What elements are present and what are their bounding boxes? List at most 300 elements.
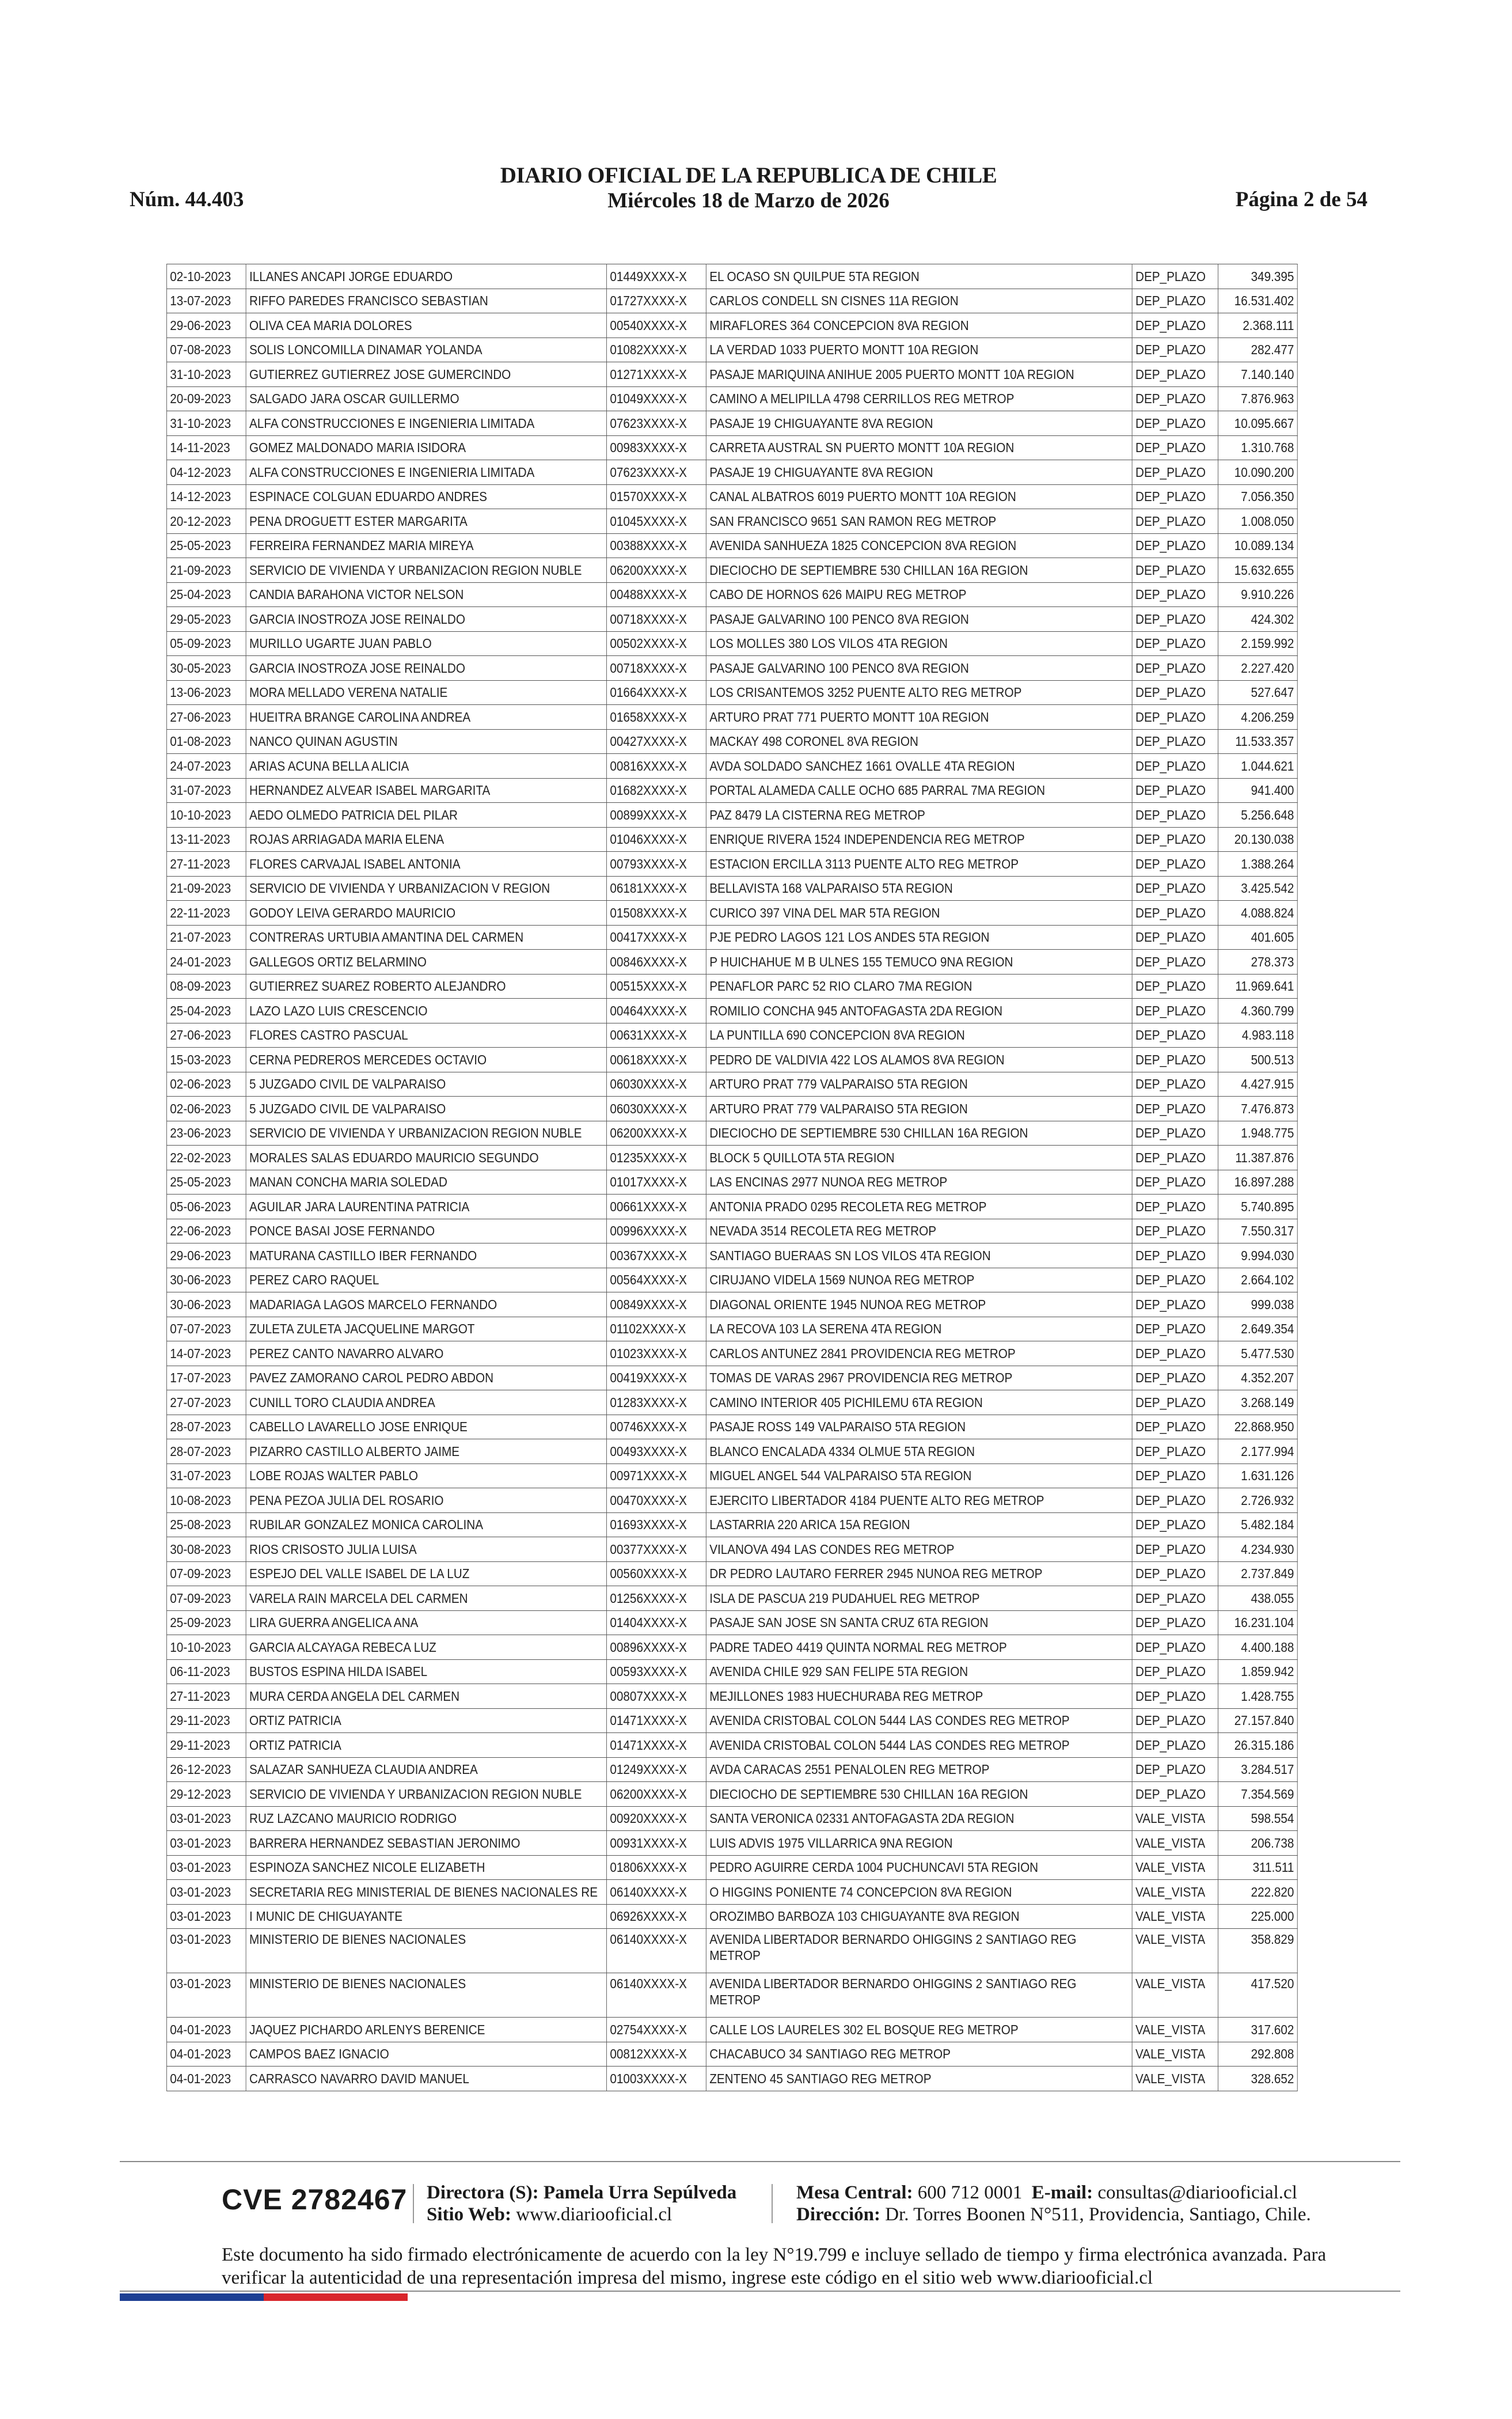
table-row <box>166 852 1297 877</box>
cell-rut: 00807XXXX-X <box>607 1684 706 1709</box>
phone-value: 600 712 0001 <box>917 2182 1023 2203</box>
cell-rut: 00427XXXX-X <box>607 729 706 754</box>
cell-amount: 2.737.849 <box>1218 1561 1298 1586</box>
cell-rut: 01283XXXX-X <box>607 1390 706 1415</box>
cell-rut: 01658XXXX-X <box>607 705 706 730</box>
cell-rut: 00618XXXX-X <box>607 1048 706 1072</box>
cell-type: DEP_PLAZO <box>1132 852 1218 877</box>
cell-name: GARCIA ALCAYAGA REBECA LUZ <box>246 1635 606 1660</box>
cell-rut: 07623XXXX-X <box>607 411 706 436</box>
table-row <box>166 460 1297 485</box>
cell-amount: 3.425.542 <box>1218 876 1298 901</box>
cell-amount: 1.008.050 <box>1218 509 1298 534</box>
table-row <box>166 1146 1297 1170</box>
cell-date: 08-09-2023 <box>166 974 246 999</box>
table-row <box>166 313 1297 338</box>
table-row <box>166 1072 1297 1097</box>
table-row <box>166 1586 1297 1611</box>
cell-date: 03-01-2023 <box>166 1831 246 1856</box>
cell-rut: 01471XXXX-X <box>607 1708 706 1733</box>
table-row <box>166 2018 1297 2042</box>
cell-address: AVDA CARACAS 2551 PENALOLEN REG METROP <box>706 1757 1132 1782</box>
cell-address: SANTIAGO BUERAAS SN LOS VILOS 4TA REGION <box>706 1243 1132 1268</box>
footer-separator <box>772 2184 773 2223</box>
cell-address: CARRETA AUSTRAL SN PUERTO MONTT 10A REGION <box>706 435 1132 460</box>
cell-type: DEP_PLAZO <box>1132 1097 1218 1121</box>
cell-amount: 16.531.402 <box>1218 289 1298 313</box>
cell-address: PAZ 8479 LA CISTERNA REG METROP <box>706 803 1132 828</box>
cell-name: ORTIZ PATRICIA <box>246 1708 606 1733</box>
cell-rut: 06030XXXX-X <box>607 1072 706 1097</box>
cell-address: DIAGONAL ORIENTE 1945 NUNOA REG METROP <box>706 1292 1132 1317</box>
cell-rut: 01249XXXX-X <box>607 1757 706 1782</box>
cell-address: PASAJE GALVARINO 100 PENCO 8VA REGION <box>706 607 1132 632</box>
cell-address: LA VERDAD 1033 PUERTO MONTT 10A REGION <box>706 338 1132 362</box>
cell-rut: 00464XXXX-X <box>607 999 706 1023</box>
table-row <box>166 1537 1297 1562</box>
cell-name: ROJAS ARRIAGADA MARIA ELENA <box>246 827 606 852</box>
bottom-divider <box>120 2291 1400 2292</box>
cell-date: 05-06-2023 <box>166 1195 246 1219</box>
table-row <box>166 827 1297 852</box>
cell-date: 29-11-2023 <box>166 1733 246 1758</box>
website-link[interactable]: www.diariooficial.cl <box>516 2204 673 2225</box>
cell-type: DEP_PLAZO <box>1132 631 1218 656</box>
cell-type: DEP_PLAZO <box>1132 1684 1218 1709</box>
cell-address: AVDA SOLDADO SANCHEZ 1661 OVALLE 4TA REGION <box>706 754 1132 779</box>
cell-name: FLORES CARVAJAL ISABEL ANTONIA <box>246 852 606 877</box>
cell-type: DEP_PLAZO <box>1132 1146 1218 1170</box>
cell-amount: 2.177.994 <box>1218 1439 1298 1464</box>
cell-amount: 1.948.775 <box>1218 1121 1298 1146</box>
cell-date: 13-06-2023 <box>166 680 246 705</box>
cell-address: SAN FRANCISCO 9651 SAN RAMON REG METROP <box>706 509 1132 534</box>
cell-rut: 00493XXXX-X <box>607 1439 706 1464</box>
cell-address: PORTAL ALAMEDA CALLE OCHO 685 PARRAL 7MA REGION <box>706 778 1132 803</box>
cell-amount: 941.400 <box>1218 778 1298 803</box>
cell-name: MURILLO UGARTE JUAN PABLO <box>246 631 606 656</box>
cell-name: MINISTERIO DE BIENES NACIONALES <box>246 1973 606 2018</box>
cell-address: LA PUNTILLA 690 CONCEPCION 8VA REGION <box>706 1023 1132 1048</box>
cell-amount: 527.647 <box>1218 680 1298 705</box>
cell-amount: 424.302 <box>1218 607 1298 632</box>
cell-address: CARLOS ANTUNEZ 2841 PROVIDENCIA REG METROP <box>706 1341 1132 1366</box>
cell-name: MORA MELLADO VERENA NATALIE <box>246 680 606 705</box>
table-row <box>166 925 1297 950</box>
cell-date: 07-07-2023 <box>166 1317 246 1341</box>
cell-type: DEP_PLAZO <box>1132 1635 1218 1660</box>
table-row <box>166 1610 1297 1635</box>
cell-amount: 2.726.932 <box>1218 1488 1298 1513</box>
table-row <box>166 1439 1297 1464</box>
cell-amount: 1.044.621 <box>1218 754 1298 779</box>
table-row <box>166 582 1297 607</box>
cell-type: DEP_PLAZO <box>1132 754 1218 779</box>
cell-rut: 01271XXXX-X <box>607 362 706 387</box>
cell-name: SERVICIO DE VIVIENDA Y URBANIZACION REGION NUBLE <box>246 1782 606 1807</box>
table-row <box>166 338 1297 362</box>
table-row <box>166 1855 1297 1880</box>
cell-amount: 4.360.799 <box>1218 999 1298 1023</box>
cell-amount: 27.157.840 <box>1218 1708 1298 1733</box>
cell-type: DEP_PLAZO <box>1132 705 1218 730</box>
cell-type: DEP_PLAZO <box>1132 338 1218 362</box>
cell-date: 30-06-2023 <box>166 1268 246 1292</box>
cell-date: 02-06-2023 <box>166 1097 246 1121</box>
cell-amount: 2.649.354 <box>1218 1317 1298 1341</box>
cell-name: GARCIA INOSTROZA JOSE REINALDO <box>246 607 606 632</box>
cell-date: 30-06-2023 <box>166 1292 246 1317</box>
email-link[interactable]: consultas@diariooficial.cl <box>1097 2182 1297 2203</box>
cell-date: 13-11-2023 <box>166 827 246 852</box>
table-row <box>166 680 1297 705</box>
cell-address: CIRUJANO VIDELA 1569 NUNOA REG METROP <box>706 1268 1132 1292</box>
cell-date: 25-09-2023 <box>166 1610 246 1635</box>
table-row <box>166 1659 1297 1684</box>
cell-name: SERVICIO DE VIVIENDA Y URBANIZACION REGION NUBLE <box>246 1121 606 1146</box>
cell-rut: 06030XXXX-X <box>607 1097 706 1121</box>
cell-address: EL OCASO SN QUILPUE 5TA REGION <box>706 264 1132 289</box>
cell-rut: 00593XXXX-X <box>607 1659 706 1684</box>
cell-name: I MUNIC DE CHIGUAYANTE <box>246 1904 606 1929</box>
cell-date: 21-07-2023 <box>166 925 246 950</box>
page-indicator: Página 2 de 54 <box>1235 188 1367 211</box>
cell-name: 5 JUZGADO CIVIL DE VALPARAISO <box>246 1097 606 1121</box>
cell-rut: 00470XXXX-X <box>607 1488 706 1513</box>
cell-rut: 00849XXXX-X <box>607 1292 706 1317</box>
cell-date: 27-06-2023 <box>166 705 246 730</box>
publication-date: Miércoles 18 de Marzo de 2026 <box>607 189 890 213</box>
cell-date: 06-11-2023 <box>166 1659 246 1684</box>
table-row <box>166 1341 1297 1366</box>
cell-date: 22-02-2023 <box>166 1146 246 1170</box>
cell-name: CERNA PEDREROS MERCEDES OCTAVIO <box>246 1048 606 1072</box>
cell-address: DR PEDRO LAUTARO FERRER 2945 NUNOA REG METROP <box>706 1561 1132 1586</box>
cell-name: SERVICIO DE VIVIENDA Y URBANIZACION V REGION <box>246 876 606 901</box>
cell-name: ORTIZ PATRICIA <box>246 1733 606 1758</box>
cell-name: ALFA CONSTRUCCIONES E INGENIERIA LIMITADA <box>246 460 606 485</box>
table-row <box>166 1880 1297 1905</box>
cell-name: LAZO LAZO LUIS CRESCENCIO <box>246 999 606 1023</box>
cell-name: PONCE BASAI JOSE FERNANDO <box>246 1219 606 1243</box>
table-row <box>166 1390 1297 1415</box>
cell-amount: 2.159.992 <box>1218 631 1298 656</box>
cell-address: ISLA DE PASCUA 219 PUDAHUEL REG METROP <box>706 1586 1132 1611</box>
cell-date: 03-01-2023 <box>166 1806 246 1831</box>
cell-name: CAMPOS BAEZ IGNACIO <box>246 2042 606 2067</box>
table-row <box>166 1757 1297 1782</box>
table-row <box>166 1973 1297 2018</box>
cell-date: 25-05-2023 <box>166 1170 246 1195</box>
cell-address: ARTURO PRAT 779 VALPARAISO 5TA REGION <box>706 1097 1132 1121</box>
cell-address: ESTACION ERCILLA 3113 PUENTE ALTO REG METROP <box>706 852 1132 877</box>
cell-type: DEP_PLAZO <box>1132 362 1218 387</box>
cell-name: VARELA RAIN MARCELA DEL CARMEN <box>246 1586 606 1611</box>
signature-note: Este documento ha sido firmado electrónicamente de acuerdo con la ley N°19.799 e incluye sellado de tiempo y firma electrónica avanzada. Para verificar la autenticidad de una representación impresa del mismo, ingrese este código en el sitio web www.diariooficial.cl <box>222 2244 1327 2288</box>
cell-rut: 00920XXXX-X <box>607 1806 706 1831</box>
cell-name: ARIAS ACUNA BELLA ALICIA <box>246 754 606 779</box>
table-row <box>166 435 1297 460</box>
cell-date: 27-11-2023 <box>166 1684 246 1709</box>
cell-rut: 00931XXXX-X <box>607 1831 706 1856</box>
cell-date: 04-01-2023 <box>166 2042 246 2067</box>
table-row <box>166 1708 1297 1733</box>
cell-type: DEP_PLAZO <box>1132 607 1218 632</box>
table-row <box>166 656 1297 681</box>
cell-type: DEP_PLAZO <box>1132 1708 1218 1733</box>
cell-amount: 317.602 <box>1218 2018 1298 2042</box>
cell-date: 30-05-2023 <box>166 656 246 681</box>
cell-amount: 292.808 <box>1218 2042 1298 2067</box>
cell-rut: 00793XXXX-X <box>607 852 706 877</box>
cell-amount: 7.140.140 <box>1218 362 1298 387</box>
cell-rut: 01235XXXX-X <box>607 1146 706 1170</box>
cell-date: 23-06-2023 <box>166 1121 246 1146</box>
cell-rut: 01023XXXX-X <box>607 1341 706 1366</box>
cell-type: DEP_PLAZO <box>1132 999 1218 1023</box>
cell-rut: 01003XXXX-X <box>607 2067 706 2091</box>
cell-name: MADARIAGA LAGOS MARCELO FERNANDO <box>246 1292 606 1317</box>
cell-address: CARLOS CONDELL SN CISNES 11A REGION <box>706 289 1132 313</box>
cell-address: CHACABUCO 34 SANTIAGO REG METROP <box>706 2042 1132 2067</box>
cell-name: FLORES CASTRO PASCUAL <box>246 1023 606 1048</box>
table-row <box>166 1488 1297 1513</box>
cell-rut: 00846XXXX-X <box>607 950 706 975</box>
cell-address: ARTURO PRAT 771 PUERTO MONTT 10A REGION <box>706 705 1132 730</box>
cell-rut: 06200XXXX-X <box>607 1121 706 1146</box>
cell-amount: 4.983.118 <box>1218 1023 1298 1048</box>
cell-amount: 3.284.517 <box>1218 1757 1298 1782</box>
cell-type: DEP_PLAZO <box>1132 435 1218 460</box>
table-row <box>166 1831 1297 1856</box>
cell-address: SANTA VERONICA 02331 ANTOFAGASTA 2DA REGION <box>706 1806 1132 1831</box>
cell-address: EJERCITO LIBERTADOR 4184 PUENTE ALTO REG METROP <box>706 1488 1132 1513</box>
cell-date: 27-07-2023 <box>166 1390 246 1415</box>
cell-date: 03-01-2023 <box>166 1929 246 1973</box>
cell-address: AVENIDA CHILE 929 SAN FELIPE 5TA REGION <box>706 1659 1132 1684</box>
table-row <box>166 1635 1297 1660</box>
cell-date: 29-05-2023 <box>166 607 246 632</box>
cell-name: NANCO QUINAN AGUSTIN <box>246 729 606 754</box>
cell-address: AVENIDA SANHUEZA 1825 CONCEPCION 8VA REGION <box>706 533 1132 558</box>
cell-name: HERNANDEZ ALVEAR ISABEL MARGARITA <box>246 778 606 803</box>
cell-rut: 01508XXXX-X <box>607 901 706 926</box>
cell-type: DEP_PLAZO <box>1132 1610 1218 1635</box>
cell-amount: 598.554 <box>1218 1806 1298 1831</box>
cell-amount: 328.652 <box>1218 2067 1298 2091</box>
cell-name: CONTRERAS URTUBIA AMANTINA DEL CARMEN <box>246 925 606 950</box>
table-row <box>166 386 1297 411</box>
cell-amount: 10.089.134 <box>1218 533 1298 558</box>
cell-amount: 9.910.226 <box>1218 582 1298 607</box>
cell-date: 03-01-2023 <box>166 1855 246 1880</box>
phone-label: Mesa Central: <box>796 2182 913 2203</box>
cell-name: LIRA GUERRA ANGELICA ANA <box>246 1610 606 1635</box>
cell-rut: 00896XXXX-X <box>607 1635 706 1660</box>
cell-address: CANAL ALBATROS 6019 PUERTO MONTT 10A REGION <box>706 484 1132 509</box>
cell-date: 25-05-2023 <box>166 533 246 558</box>
cell-rut: 00661XXXX-X <box>607 1195 706 1219</box>
cell-amount: 16.897.288 <box>1218 1170 1298 1195</box>
cell-name: RIFFO PAREDES FRANCISCO SEBASTIAN <box>246 289 606 313</box>
cell-date: 03-01-2023 <box>166 1904 246 1929</box>
cell-type: DEP_PLAZO <box>1132 386 1218 411</box>
cell-date: 07-08-2023 <box>166 338 246 362</box>
cell-address: PENAFLOR PARC 52 RIO CLARO 7MA REGION <box>706 974 1132 999</box>
director-name: Pamela Urra Sepúlveda <box>543 2182 737 2203</box>
cell-rut: 06181XXXX-X <box>607 876 706 901</box>
table-row <box>166 1782 1297 1807</box>
table-row <box>166 778 1297 803</box>
cell-type: DEP_PLAZO <box>1132 264 1218 289</box>
cell-address: CABO DE HORNOS 626 MAIPU REG METROP <box>706 582 1132 607</box>
cell-type: DEP_PLAZO <box>1132 1488 1218 1513</box>
cell-type: DEP_PLAZO <box>1132 558 1218 583</box>
footer-divider <box>120 2161 1400 2162</box>
cell-name: HUEITRA BRANGE CAROLINA ANDREA <box>246 705 606 730</box>
cell-rut: 01049XXXX-X <box>607 386 706 411</box>
cell-name: BARRERA HERNANDEZ SEBASTIAN JERONIMO <box>246 1831 606 1856</box>
cell-address: MIRAFLORES 364 CONCEPCION 8VA REGION <box>706 313 1132 338</box>
table-row <box>166 901 1297 926</box>
cell-date: 15-03-2023 <box>166 1048 246 1072</box>
cell-date: 10-08-2023 <box>166 1488 246 1513</box>
cell-amount: 7.056.350 <box>1218 484 1298 509</box>
cell-rut: 01727XXXX-X <box>607 289 706 313</box>
cell-date: 31-10-2023 <box>166 411 246 436</box>
table-row <box>166 631 1297 656</box>
cell-date: 27-11-2023 <box>166 852 246 877</box>
cell-date: 14-07-2023 <box>166 1341 246 1366</box>
director-block <box>427 2182 736 2225</box>
cell-date: 24-07-2023 <box>166 754 246 779</box>
cell-type: DEP_PLAZO <box>1132 1023 1218 1048</box>
publication-title: DIARIO OFICIAL DE LA REPUBLICA DE CHILE <box>500 163 997 188</box>
cell-date: 26-12-2023 <box>166 1757 246 1782</box>
cell-rut: 01693XXXX-X <box>607 1512 706 1537</box>
cell-amount: 358.829 <box>1218 1929 1298 1973</box>
cell-name: RIOS CRISOSTO JULIA LUISA <box>246 1537 606 1562</box>
cell-address: PASAJE 19 CHIGUAYANTE 8VA REGION <box>706 411 1132 436</box>
cell-date: 01-08-2023 <box>166 729 246 754</box>
cell-type: DEP_PLAZO <box>1132 411 1218 436</box>
cell-address: LOS MOLLES 380 LOS VILOS 4TA REGION <box>706 631 1132 656</box>
table-row <box>166 509 1297 534</box>
cell-address: CALLE LOS LAURELES 302 EL BOSQUE REG METROP <box>706 2018 1132 2042</box>
cell-type: VALE_VISTA <box>1132 1929 1218 1973</box>
cell-type: DEP_PLAZO <box>1132 1292 1218 1317</box>
cell-date: 22-11-2023 <box>166 901 246 926</box>
table-row <box>166 484 1297 509</box>
cell-date: 29-06-2023 <box>166 1243 246 1268</box>
cell-amount: 5.477.530 <box>1218 1341 1298 1366</box>
cell-address: ZENTENO 45 SANTIAGO REG METROP <box>706 2067 1132 2091</box>
cell-type: DEP_PLAZO <box>1132 1341 1218 1366</box>
cell-name: PIZARRO CASTILLO ALBERTO JAIME <box>246 1439 606 1464</box>
cell-address: LOS CRISANTEMOS 3252 PUENTE ALTO REG METROP <box>706 680 1132 705</box>
table-row <box>166 1929 1297 1973</box>
cell-rut: 00983XXXX-X <box>607 435 706 460</box>
cell-rut: 00419XXXX-X <box>607 1366 706 1390</box>
cell-type: DEP_PLAZO <box>1132 1072 1218 1097</box>
cell-type: DEP_PLAZO <box>1132 1415 1218 1439</box>
records-table <box>166 264 1298 2091</box>
cell-address: AVENIDA CRISTOBAL COLON 5444 LAS CONDES REG METROP <box>706 1733 1132 1758</box>
cell-name: GODOY LEIVA GERARDO MAURICIO <box>246 901 606 926</box>
cell-type: DEP_PLAZO <box>1132 1048 1218 1072</box>
cell-amount: 10.095.667 <box>1218 411 1298 436</box>
table-row <box>166 411 1297 436</box>
cell-date: 10-10-2023 <box>166 1635 246 1660</box>
cell-type: DEP_PLAZO <box>1132 1219 1218 1243</box>
cell-type: DEP_PLAZO <box>1132 925 1218 950</box>
flag-stripe-blue <box>120 2293 264 2301</box>
cell-rut: 06140XXXX-X <box>607 1973 706 2018</box>
cell-rut: 01449XXXX-X <box>607 264 706 289</box>
cell-type: DEP_PLAZO <box>1132 901 1218 926</box>
cell-name: FERREIRA FERNANDEZ MARIA MIREYA <box>246 533 606 558</box>
cell-name: SOLIS LONCOMILLA DINAMAR YOLANDA <box>246 338 606 362</box>
cell-amount: 1.859.942 <box>1218 1659 1298 1684</box>
cell-name: SERVICIO DE VIVIENDA Y URBANIZACION REGION NUBLE <box>246 558 606 583</box>
cell-address: AVENIDA CRISTOBAL COLON 5444 LAS CONDES REG METROP <box>706 1708 1132 1733</box>
cell-address: PASAJE SAN JOSE SN SANTA CRUZ 6TA REGION <box>706 1610 1132 1635</box>
cell-date: 20-09-2023 <box>166 386 246 411</box>
cell-name: ALFA CONSTRUCCIONES E INGENIERIA LIMITADA <box>246 411 606 436</box>
cell-address: PADRE TADEO 4419 QUINTA NORMAL REG METROP <box>706 1635 1132 1660</box>
cell-date: 29-12-2023 <box>166 1782 246 1807</box>
cell-amount: 500.513 <box>1218 1048 1298 1072</box>
cell-address: AVENIDA LIBERTADOR BERNARDO OHIGGINS 2 SANTIAGO REG METROP <box>706 1929 1132 1973</box>
table-row <box>166 1170 1297 1195</box>
cell-date: 20-12-2023 <box>166 509 246 534</box>
table-row <box>166 974 1297 999</box>
cell-date: 21-09-2023 <box>166 558 246 583</box>
cell-amount: 4.400.188 <box>1218 1635 1298 1660</box>
cell-address: O HIGGINS PONIENTE 74 CONCEPCION 8VA REGION <box>706 1880 1132 1905</box>
cell-type: DEP_PLAZO <box>1132 1733 1218 1758</box>
table-row <box>166 1561 1297 1586</box>
cell-amount: 15.632.655 <box>1218 558 1298 583</box>
cell-amount: 11.533.357 <box>1218 729 1298 754</box>
cell-date: 10-10-2023 <box>166 803 246 828</box>
cell-type: DEP_PLAZO <box>1132 729 1218 754</box>
cell-type: DEP_PLAZO <box>1132 1170 1218 1195</box>
cell-type: DEP_PLAZO <box>1132 1317 1218 1341</box>
cell-amount: 999.038 <box>1218 1292 1298 1317</box>
cell-name: MINISTERIO DE BIENES NACIONALES <box>246 1929 606 1973</box>
contact-block <box>796 2182 1311 2225</box>
cell-amount: 5.482.184 <box>1218 1512 1298 1537</box>
cell-date: 14-11-2023 <box>166 435 246 460</box>
table-row <box>166 1023 1297 1048</box>
cve-code: CVE 2782467 <box>222 2183 408 2216</box>
table-row <box>166 729 1297 754</box>
cell-name: GUTIERREZ GUTIERREZ JOSE GUMERCINDO <box>246 362 606 387</box>
cell-type: VALE_VISTA <box>1132 1880 1218 1905</box>
cell-name: CARRASCO NAVARRO DAVID MANUEL <box>246 2067 606 2091</box>
cell-type: DEP_PLAZO <box>1132 1659 1218 1684</box>
cell-type: DEP_PLAZO <box>1132 509 1218 534</box>
cell-name: GALLEGOS ORTIZ BELARMINO <box>246 950 606 975</box>
cell-type: DEP_PLAZO <box>1132 1390 1218 1415</box>
masthead <box>130 163 1367 214</box>
cell-amount: 1.388.264 <box>1218 852 1298 877</box>
cell-rut: 01102XXXX-X <box>607 1317 706 1341</box>
cell-name: ESPEJO DEL VALLE ISABEL DE LA LUZ <box>246 1561 606 1586</box>
cell-amount: 5.740.895 <box>1218 1195 1298 1219</box>
cell-type: DEP_PLAZO <box>1132 1561 1218 1586</box>
